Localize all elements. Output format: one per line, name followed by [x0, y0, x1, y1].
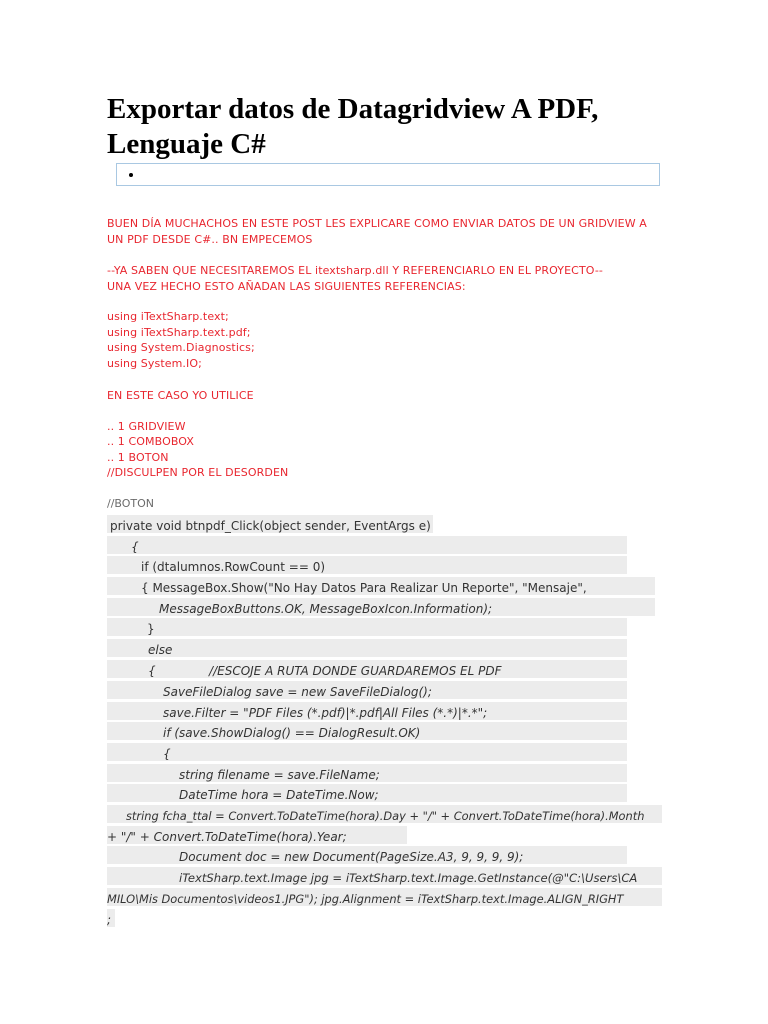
using-line: using System.IO; — [107, 357, 202, 370]
list-item: .. 1 COMBOBOX — [107, 435, 194, 448]
code-line: DateTime hora = DateTime.Now; — [107, 784, 627, 802]
code-line: SaveFileDialog save = new SaveFileDialog(); — [107, 681, 627, 699]
code-line: if (dtalumnos.RowCount == 0) — [107, 556, 627, 574]
using-line: using System.Diagnostics; — [107, 341, 255, 354]
code-line: Document doc = new Document(PageSize.A3, 9, 9, 9, 9); — [107, 846, 627, 864]
list-item: .. 1 GRIDVIEW — [107, 420, 186, 433]
intro-line: --YA SABEN QUE NECESITAREMOS EL itextsharp.dll Y REFERENCIARLO EN EL PROYECTO-- — [107, 264, 603, 277]
code-line: { //ESCOJE A RUTA DONDE GUARDAREMOS EL PDF — [107, 660, 627, 678]
intro-line: UN PDF DESDE C#.. BN EMPECEMOS — [107, 233, 313, 246]
list-item: //DISCULPEN POR EL DESORDEN — [107, 466, 289, 479]
code-line: MILO\Mis Documentos\videos1.JPG"); jpg.Alignment = iTextSharp.text.Image.ALIGN_RIGHT — [107, 888, 662, 906]
bullet-dot — [129, 173, 133, 177]
code-line: else — [107, 639, 627, 657]
using-line: using iTextSharp.text; — [107, 310, 229, 323]
code-line: { — [107, 536, 627, 554]
code-line: ; — [107, 909, 115, 927]
using-line: using iTextSharp.text.pdf; — [107, 326, 251, 339]
code-line: + "/" + Convert.ToDateTime(hora).Year; — [107, 826, 407, 844]
code-line: MessageBoxButtons.OK, MessageBoxIcon.Information); — [107, 598, 655, 616]
code-line: } — [107, 618, 627, 636]
code-line: iTextSharp.text.Image jpg = iTextSharp.text.Image.GetInstance(@"C:\Users\CA — [107, 867, 662, 885]
code-line: { — [107, 743, 627, 761]
intro-line: EN ESTE CASO YO UTILICE — [107, 389, 254, 402]
code-line: if (save.ShowDialog() == DialogResult.OK) — [107, 722, 627, 740]
code-line: string filename = save.FileName; — [107, 764, 627, 782]
bullet-list-box — [116, 163, 660, 186]
intro-line: BUEN DÍA MUCHACHOS EN ESTE POST LES EXPLICARE COMO ENVIAR DATOS DE UN GRIDVIEW A — [107, 217, 647, 230]
code-line: private void btnpdf_Click(object sender, EventArgs e) — [107, 515, 433, 533]
intro-line: UNA VEZ HECHO ESTO AÑADAN LAS SIGUIENTES REFERENCIAS: — [107, 280, 466, 293]
list-item: .. 1 BOTON — [107, 451, 169, 464]
code-comment: //BOTON — [107, 497, 155, 510]
code-line: { MessageBox.Show("No Hay Datos Para Realizar Un Reporte", "Mensaje", — [107, 577, 655, 595]
code-line: save.Filter = "PDF Files (*.pdf)|*.pdf|All Files (*.*)|*.*"; — [107, 702, 627, 720]
page-title: Exportar datos de Datagridview A PDF, Lenguaje C# — [107, 93, 599, 160]
code-line: string fcha_ttal = Convert.ToDateTime(hora).Day + "/" + Convert.ToDateTime(hora).Month — [107, 805, 662, 823]
